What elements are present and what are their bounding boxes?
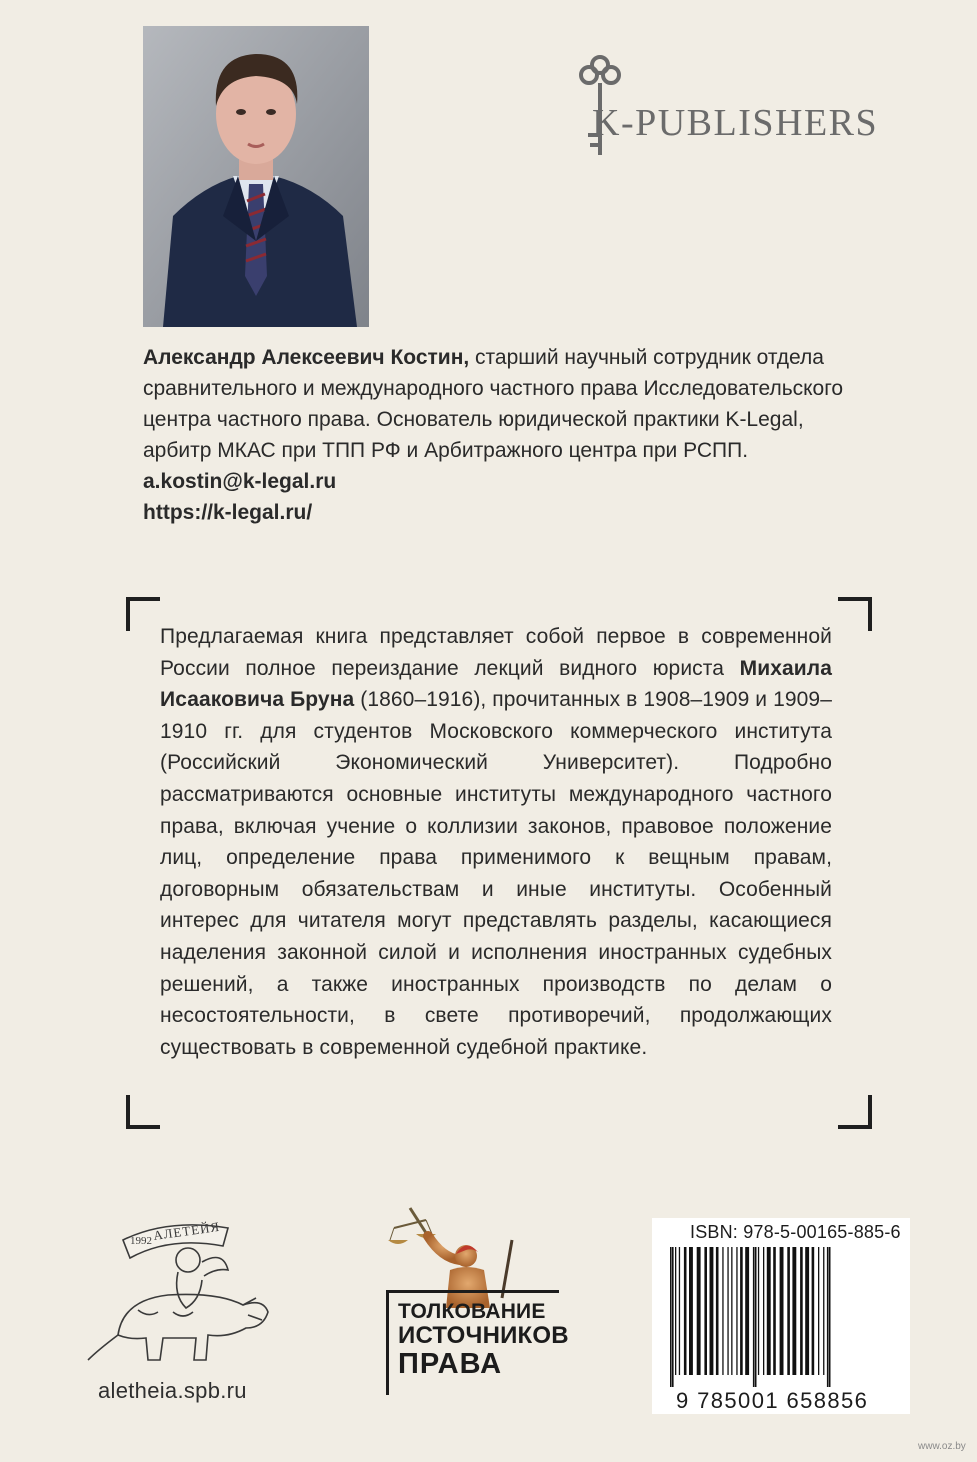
author-photo	[143, 26, 369, 327]
aletheia-year: 1992	[130, 1235, 152, 1247]
series-line-3: ПРАВА	[398, 1348, 503, 1380]
aletheia-url[interactable]: aletheia.spb.ru	[98, 1378, 247, 1403]
isbn-label: ISBN: 978-5-00165-885-6	[690, 1222, 901, 1242]
description-person: Михаила Исааковича Бруна	[160, 656, 832, 712]
watermark: www.oz.by	[918, 1441, 966, 1452]
book-description	[160, 621, 832, 1063]
author-bio	[143, 342, 863, 528]
barcode-icon	[666, 1247, 898, 1387]
aletheia-banner-text: АЛЕТЕЙЯ	[152, 1218, 221, 1243]
author-name: Александр Алексеевич Костин,	[143, 346, 470, 369]
k-publishers-logo	[570, 55, 910, 165]
series-line-2: ИСТОЧНИКОВ	[398, 1322, 569, 1349]
frame-corner-bottom-right	[838, 1095, 872, 1129]
k-publishers-wordmark: K-PUBLISHERS	[592, 102, 879, 144]
author-website[interactable]: https://k-legal.ru/	[143, 501, 313, 524]
frame-corner-top-right	[838, 597, 872, 631]
barcode-digits: 9 785001 658856	[676, 1388, 869, 1413]
author-description: старший научный сотрудник отдела сравнительного и международного частного права Исследовательского центра частного права. Основатель юридической практики K-Legal, арбитр МКАС при ТПП РФ и Арбитражного центра при РСПП.	[143, 346, 844, 462]
description-part-1: Предлагаемая книга представляет собой первое в современной России полное переиздание лекций видного юриста	[160, 625, 832, 680]
frame-corner-bottom-left	[126, 1095, 160, 1129]
author-email[interactable]: a.kostin@k-legal.ru	[143, 470, 337, 493]
description-part-2: (1860–1916), прочитанных в 1908–1909 и 1909–1910 гг. для студентов Московского коммерческого института (Российский Экономический Университет). Подробно рассматриваются основные институты международного частного права, включая учение о коллизии законов, правовое положение лиц, определение права применимого к вещным правам, договорным обязательствам и иные институты. Особенный интерес для читателя могут представлять разделы, касающиеся наделения законной силой и исполнения иностранных судебных решений, а также иностранных производств по делам о несостоятельности, в свете противоречий, продолжающих существовать в современной судебной практике.	[160, 688, 832, 1059]
series-line-1: ТОЛКОВАНИЕ	[398, 1300, 546, 1323]
series-title	[398, 1300, 569, 1380]
frame-corner-top-left	[126, 597, 160, 631]
